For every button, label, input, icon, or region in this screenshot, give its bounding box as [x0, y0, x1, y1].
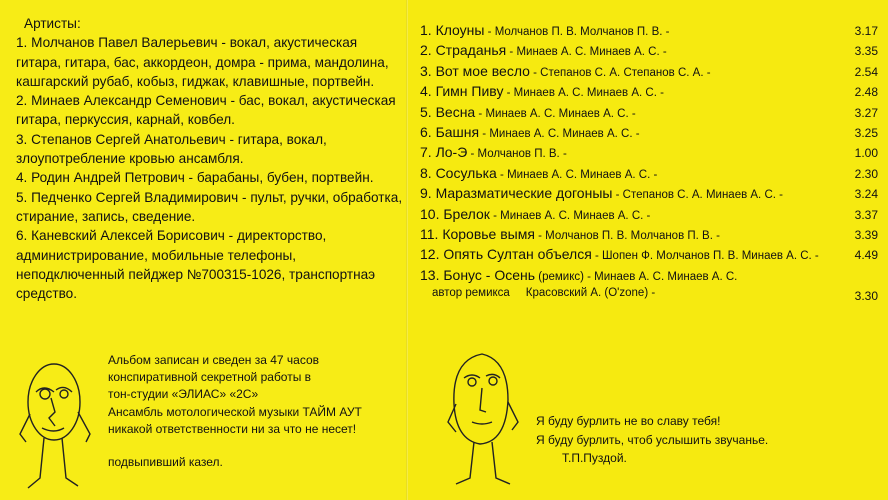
artist-entry: 5. Педченко Сергей Владимирович - пульт, ручки, обработка, стирание, запись, сведение.	[16, 189, 403, 224]
track-row	[420, 246, 878, 266]
track-row	[420, 104, 878, 124]
track-title: 3. Вот мое весло	[420, 62, 530, 79]
track-row	[420, 206, 878, 226]
track-duration: 3.35	[854, 44, 878, 59]
track-title: 8. Сосулька	[420, 164, 497, 181]
track-duration: 4.49	[854, 248, 878, 263]
track-title: 10. Брелок	[420, 205, 490, 222]
track-row	[420, 185, 878, 205]
track-row	[420, 22, 878, 42]
track-credits: - Минаев А. С. Минаев А. С. -	[496, 168, 658, 181]
track-credits: - Минаев А. С. Минаев А. С. -	[506, 46, 667, 59]
track-credits: - Шопен Ф. Молчанов П. В. Минаев А. С. -	[591, 250, 819, 263]
track-title: 12. Опять Султан объелся	[420, 246, 592, 263]
track-title: 11. Коровье вымя	[420, 225, 535, 242]
poem-author: Т.П.Пуздой.	[562, 451, 627, 465]
track-credits: - Степанов С. А. Минаев А. С. -	[612, 189, 783, 202]
poem-line: Я буду бурлить, чтоб услышить звучанье.	[536, 432, 769, 447]
remix-credit: автор ремикса Красовский А. (O'zone) -	[432, 287, 656, 300]
track-credits: - Минаев А. С. Минаев А. С. -	[503, 87, 664, 100]
track-title: 13. Бонус - Осень	[420, 266, 536, 283]
artists-list	[16, 14, 406, 303]
track-duration: 2.48	[854, 85, 878, 100]
track-credits: (ремикс) - Минаев А. С. Минаев А. С.	[535, 270, 738, 283]
album-note-line: Ансамбль мотологической музыки ТАЙМ АУТ	[108, 404, 362, 419]
remix-credit-row	[420, 287, 878, 305]
album-note-line: никакой ответственности ни за что не несет!	[108, 421, 357, 436]
track-duration: 2.30	[854, 166, 878, 181]
album-note-line: Альбом записан и сведен за 47 часов	[108, 353, 320, 367]
poem-line: Я буду бурлить не во славу тебя!	[536, 414, 721, 428]
track-row	[420, 226, 878, 246]
album-note-line: конспиративной секретной работы в	[108, 370, 312, 385]
track-duration: 3.17	[854, 24, 878, 38]
artist-entry: 3. Степанов Сергей Анатольевич - гитара, вокал, злоупотребление кровью ансамбля.	[16, 131, 327, 167]
right-panel	[408, 0, 888, 500]
potato-figure-right-icon	[438, 348, 528, 496]
track-title: 2. Страданья	[420, 42, 507, 59]
track-row	[420, 63, 878, 83]
track-row	[420, 42, 878, 62]
track-duration: 1.00	[854, 146, 878, 161]
track-title: 1. Клоуны	[420, 22, 485, 38]
artist-entry: 4. Родин Андрей Петрович - барабаны, бубен, портвейн.	[16, 170, 374, 186]
track-duration: 3.39	[854, 227, 878, 242]
track-credits: - Минаев А. С. Минаев А. С. -	[489, 209, 651, 222]
track-title: 9. Маразматические догоныы	[420, 185, 613, 202]
track-duration: 3.30	[854, 289, 878, 304]
track-credits: - Молчанов П. В. Молчанов П. В. -	[484, 26, 670, 38]
track-row	[420, 165, 878, 185]
track-title: 5. Весна	[420, 103, 476, 120]
track-duration: 3.25	[854, 125, 878, 140]
track-duration: 3.37	[854, 207, 878, 222]
track-row	[420, 267, 878, 287]
album-notes	[108, 352, 408, 471]
left-panel	[0, 0, 408, 500]
track-title: 4. Гимн Пиву	[420, 83, 504, 100]
track-row	[420, 83, 878, 103]
album-signature: подвыпивший казел.	[108, 455, 223, 470]
album-note-line: тон-студии «ЭЛИАС» «2С»	[108, 387, 259, 402]
artist-entry: 1. Молчанов Павел Валерьевич - вокал, акустическая гитара, гитара, бас, аккордеон, домра - прима, мандолина, кашгарский рубаб, кобыз, гиджак, клавишные, портвейн.	[16, 35, 389, 89]
track-credits: - Молчанов П. В. Молчанов П. В. -	[534, 229, 720, 242]
track-title: 7. Ло-Э	[420, 144, 468, 161]
track-row	[420, 124, 878, 144]
track-duration: 3.27	[854, 105, 878, 120]
track-duration: 3.24	[854, 187, 878, 202]
tracklist	[420, 22, 878, 305]
track-credits: - Минаев А. С. Минаев А. С. -	[475, 107, 636, 120]
potato-figure-left-icon	[14, 356, 100, 496]
track-row	[420, 144, 878, 164]
artist-entry: 6. Каневский Алексей Борисович - директорство, администрирование, мобильные телефоны, неподключенный пейджер №700315-1026, транспортнаэ средство.	[16, 228, 376, 302]
poem	[536, 412, 768, 468]
track-title: 6. Башня	[420, 123, 480, 140]
track-credits: - Минаев А. С. Минаев А. С. -	[479, 127, 640, 140]
track-credits: - Молчанов П. В. -	[467, 148, 567, 161]
artists-heading: Артисты:	[24, 16, 81, 31]
artist-entry: 2. Минаев Александр Семенович - бас, вокал, акустическая гитара, перкуссия, карнай, ковбел.	[16, 93, 396, 128]
track-duration: 2.54	[854, 64, 878, 79]
track-credits: - Степанов С. А. Степанов С. А. -	[529, 66, 711, 79]
